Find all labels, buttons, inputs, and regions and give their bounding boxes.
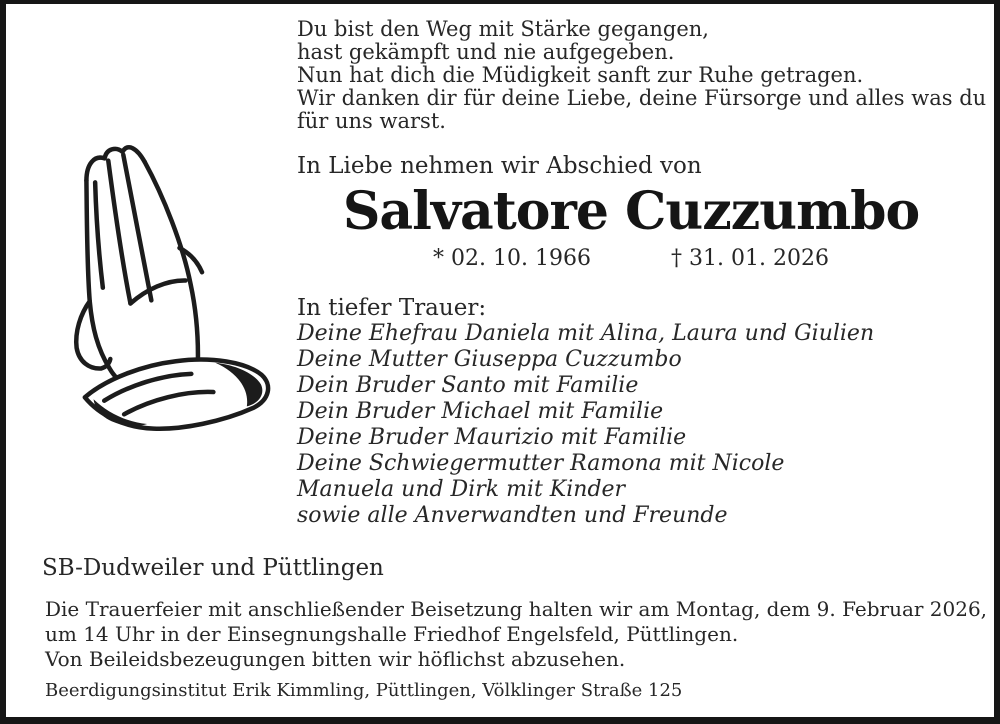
service-line: Die Trauerfeier mit anschließender Beisetzung halten wir am Montag, dem 9. Februar 2026, [45, 597, 988, 621]
life-dates [297, 247, 965, 271]
praying-hands-svg [34, 136, 274, 466]
mourner-line: Deine Bruder Maurizio mit Familie [297, 425, 687, 450]
service-line: um 14 Uhr in der Einsegnungshalle Friedhof Engelsfeld, Püttlingen. [45, 622, 739, 646]
deceased-name: Salvatore Cuzzumbo [342, 181, 920, 242]
mourner-line: Deine Ehefrau Daniela mit Alina, Laura und Giulien [297, 321, 875, 346]
obituary-text-column [297, 17, 987, 529]
service-line: Von Beileidsbezeugungen bitten wir höflichst abzusehen. [45, 647, 626, 671]
mourner-line: Manuela und Dirk mit Kinder [297, 477, 626, 502]
locations-line: SB-Dudweiler und Püttlingen [42, 555, 384, 581]
mourning-header: In tiefer Trauer: [297, 295, 487, 321]
mourner-line: Dein Bruder Michael mit Familie [297, 399, 664, 424]
funeral-home-line: Beerdigungsinstitut Erik Kimmling, Püttlingen, Völklinger Straße 125 [45, 680, 683, 701]
praying-hands-icon [34, 136, 274, 466]
birth-date: * 02. 10. 1966 [433, 246, 591, 271]
mourner-line: Deine Schwiegermutter Ramona mit Nicole [297, 451, 785, 476]
epitaph-line: hast gekämpft und nie aufgegeben. [297, 40, 675, 64]
epitaph-line: Nun hat dich die Müdigkeit sanft zur Ruhe getragen. [297, 63, 864, 87]
epitaph-line: für uns warst. [297, 109, 446, 133]
mourner-line: Deine Mutter Giuseppa Cuzzumbo [297, 347, 682, 372]
mourner-line: sowie alle Anverwandten und Freunde [297, 503, 728, 528]
mourner-list [297, 321, 965, 529]
service-details [45, 597, 987, 672]
death-date: † 31. 01. 2026 [671, 246, 829, 271]
epitaph [297, 17, 987, 133]
epitaph-line: Du bist den Weg mit Stärke gegangen, [297, 17, 709, 41]
mourner-line: Dein Bruder Santo mit Familie [297, 373, 639, 398]
farewell-intro: In Liebe nehmen wir Abschied von [297, 153, 702, 179]
epitaph-line: Wir danken dir für deine Liebe, deine Fürsorge und alles was du [297, 86, 987, 110]
